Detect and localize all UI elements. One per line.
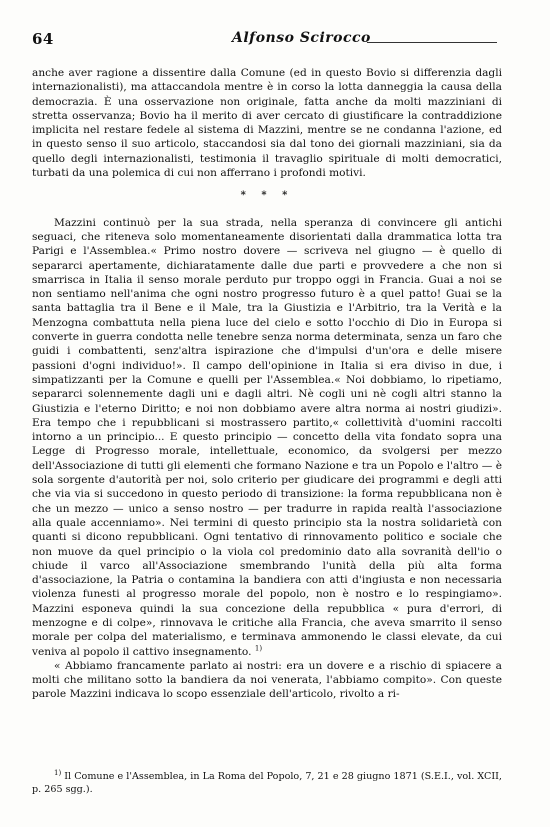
paragraph-3: « Abbiamo francamente parlato ai nostri: era un dovere e a rischio di spiacere a molti che militano sotto la bandiera da noi venerata, l'abbiamo compito». Con queste parole Mazzini indicava lo scopo essenziale dell'articolo, rivolto a ri-	[32, 659, 502, 701]
paragraph-1: anche aver ragione a dissentire dalla Comune (ed in questo Bovio si differenzia dagli internazionalisti), ma attaccandola mentre è in corso la lotta danneggia la causa della democrazia. È una osservazione non originale, fatta anche da molti mazziniani di stretta osservanza; Bovio ha il merito di aver cercato di giustificare la contraddizione implicita nel restare fedele al sistema di Mazzini, mentre se ne condanna l'azione, ed in questo senso il suo articolo, staccandosi sia dal tono dei giornali mazziniani, sia da quello degli internazionalisti, testimonia il travaglio spirituale di molti democratici, turbati da una polemica di cui non afferrano i profondi motivi.	[32, 67, 502, 180]
footnote-citation: Il Comune e l'Assemblea, in La Roma del Popolo, 7, 21 e 28 giugno 1871 (S.E.I., vol. XCII, p. 265 sgg.).	[32, 771, 502, 795]
footnote-text-line	[32, 770, 502, 796]
paragraph-2	[32, 216, 502, 659]
footnote	[32, 770, 502, 796]
header-rule	[367, 42, 497, 43]
page-number: 64	[32, 30, 54, 48]
body-text	[32, 66, 502, 702]
running-head: Alfonso Scirocco	[232, 30, 371, 46]
section-separator: * * *	[240, 190, 294, 202]
footnote-reference: 1)	[254, 644, 263, 653]
footnote-marker: 1)	[54, 768, 62, 777]
paragraph-2-text: Mazzini continuò per la sua strada, nella speranza di convincere gli antichi seguaci, che riteneva solo momentaneamente disorientati dalla drammatica lotta tra Parigi e l'Assemblea.« Primo nostro dovere — scriveva nel giugno — è quello di separarci apertamente, dichiaratamente dalle due parti e provvedere a che non si smarrisca in Italia il senso morale perduto pur troppo oggi in Francia. Guai a noi se non sentiamo nell'anima che ogni nostro progresso futuro è a quel patto! Guai se la santa battaglia tra il Bene e il Male, tra la Giustizia e l'Arbitrio, tra la Verità e la Menzogna combattuta nella piena luce del cielo e sotto l'occhio di Dio in Europa si converte in guerra condotta nelle tenebre senza norma determinata, senza un faro che guidi i combattenti, senz'altra ispirazione che d'impulsi d'un'ora e delle misere passioni d'ogni individuo!». Il campo dell'opinione in Italia si era diviso in due, i simpatizzanti per la Comune e quelli per l'Assemblea.« Noi dobbiamo, lo ripetiamo, separarci solennemente dagli uni e dagli altri. Nè cogli uni nè cogli altri stanno la Giustizia e l'eterno Diritto; e noi non dobbiamo avere altra norma ai nostri giudizi». Era tempo che i repubblicani si mostrassero partito,« collettività d'uomini raccolti intorno a un principio... E questo principio — concetto della vita fondato sopra una Legge di Progresso morale, intellettuale, economico, da svolgersi per mezzo dell'Associazione di tutti gli elementi che formano Nazione e tra un Popolo e l'altro — è sola sorgente d'autorità per noi, solo criterio per giudicare dei programmi e degli atti che via via si succedono in questo periodo di transizione: la forma repubblicana non è che un mezzo — unico a senso nostro — per tradurre in rapida realtà l'associazione alla quale accenniamo». Nei termini di questo principio sta la nostra solidarietà con quanti si dicono repubblicani. Ogni tentativo di rinnovamento politico e sociale che non muove da quel principio o la viola col predominio dato alla sovranità dell'io o chiude il varco all'Associazione smembrando l'unità della più alta forma d'associazione, la Patria o contamina la bandiera con atti d'ingiusta e non necessaria violenza funesti al progresso morale del popolo, non è nostro e lo respingiamo». Mazzini esponeva quindi la sua concezione della repubblica « pura d'errori, di menzogne e di colpe», rinnovava le critiche alla Francia, che aveva smarrito il senso morale per colpa del materialismo, e terminava ammonendo le classi elevate, da cui veniva al popolo il cattivo insegnamento.	[32, 216, 503, 658]
page-header	[32, 30, 502, 52]
